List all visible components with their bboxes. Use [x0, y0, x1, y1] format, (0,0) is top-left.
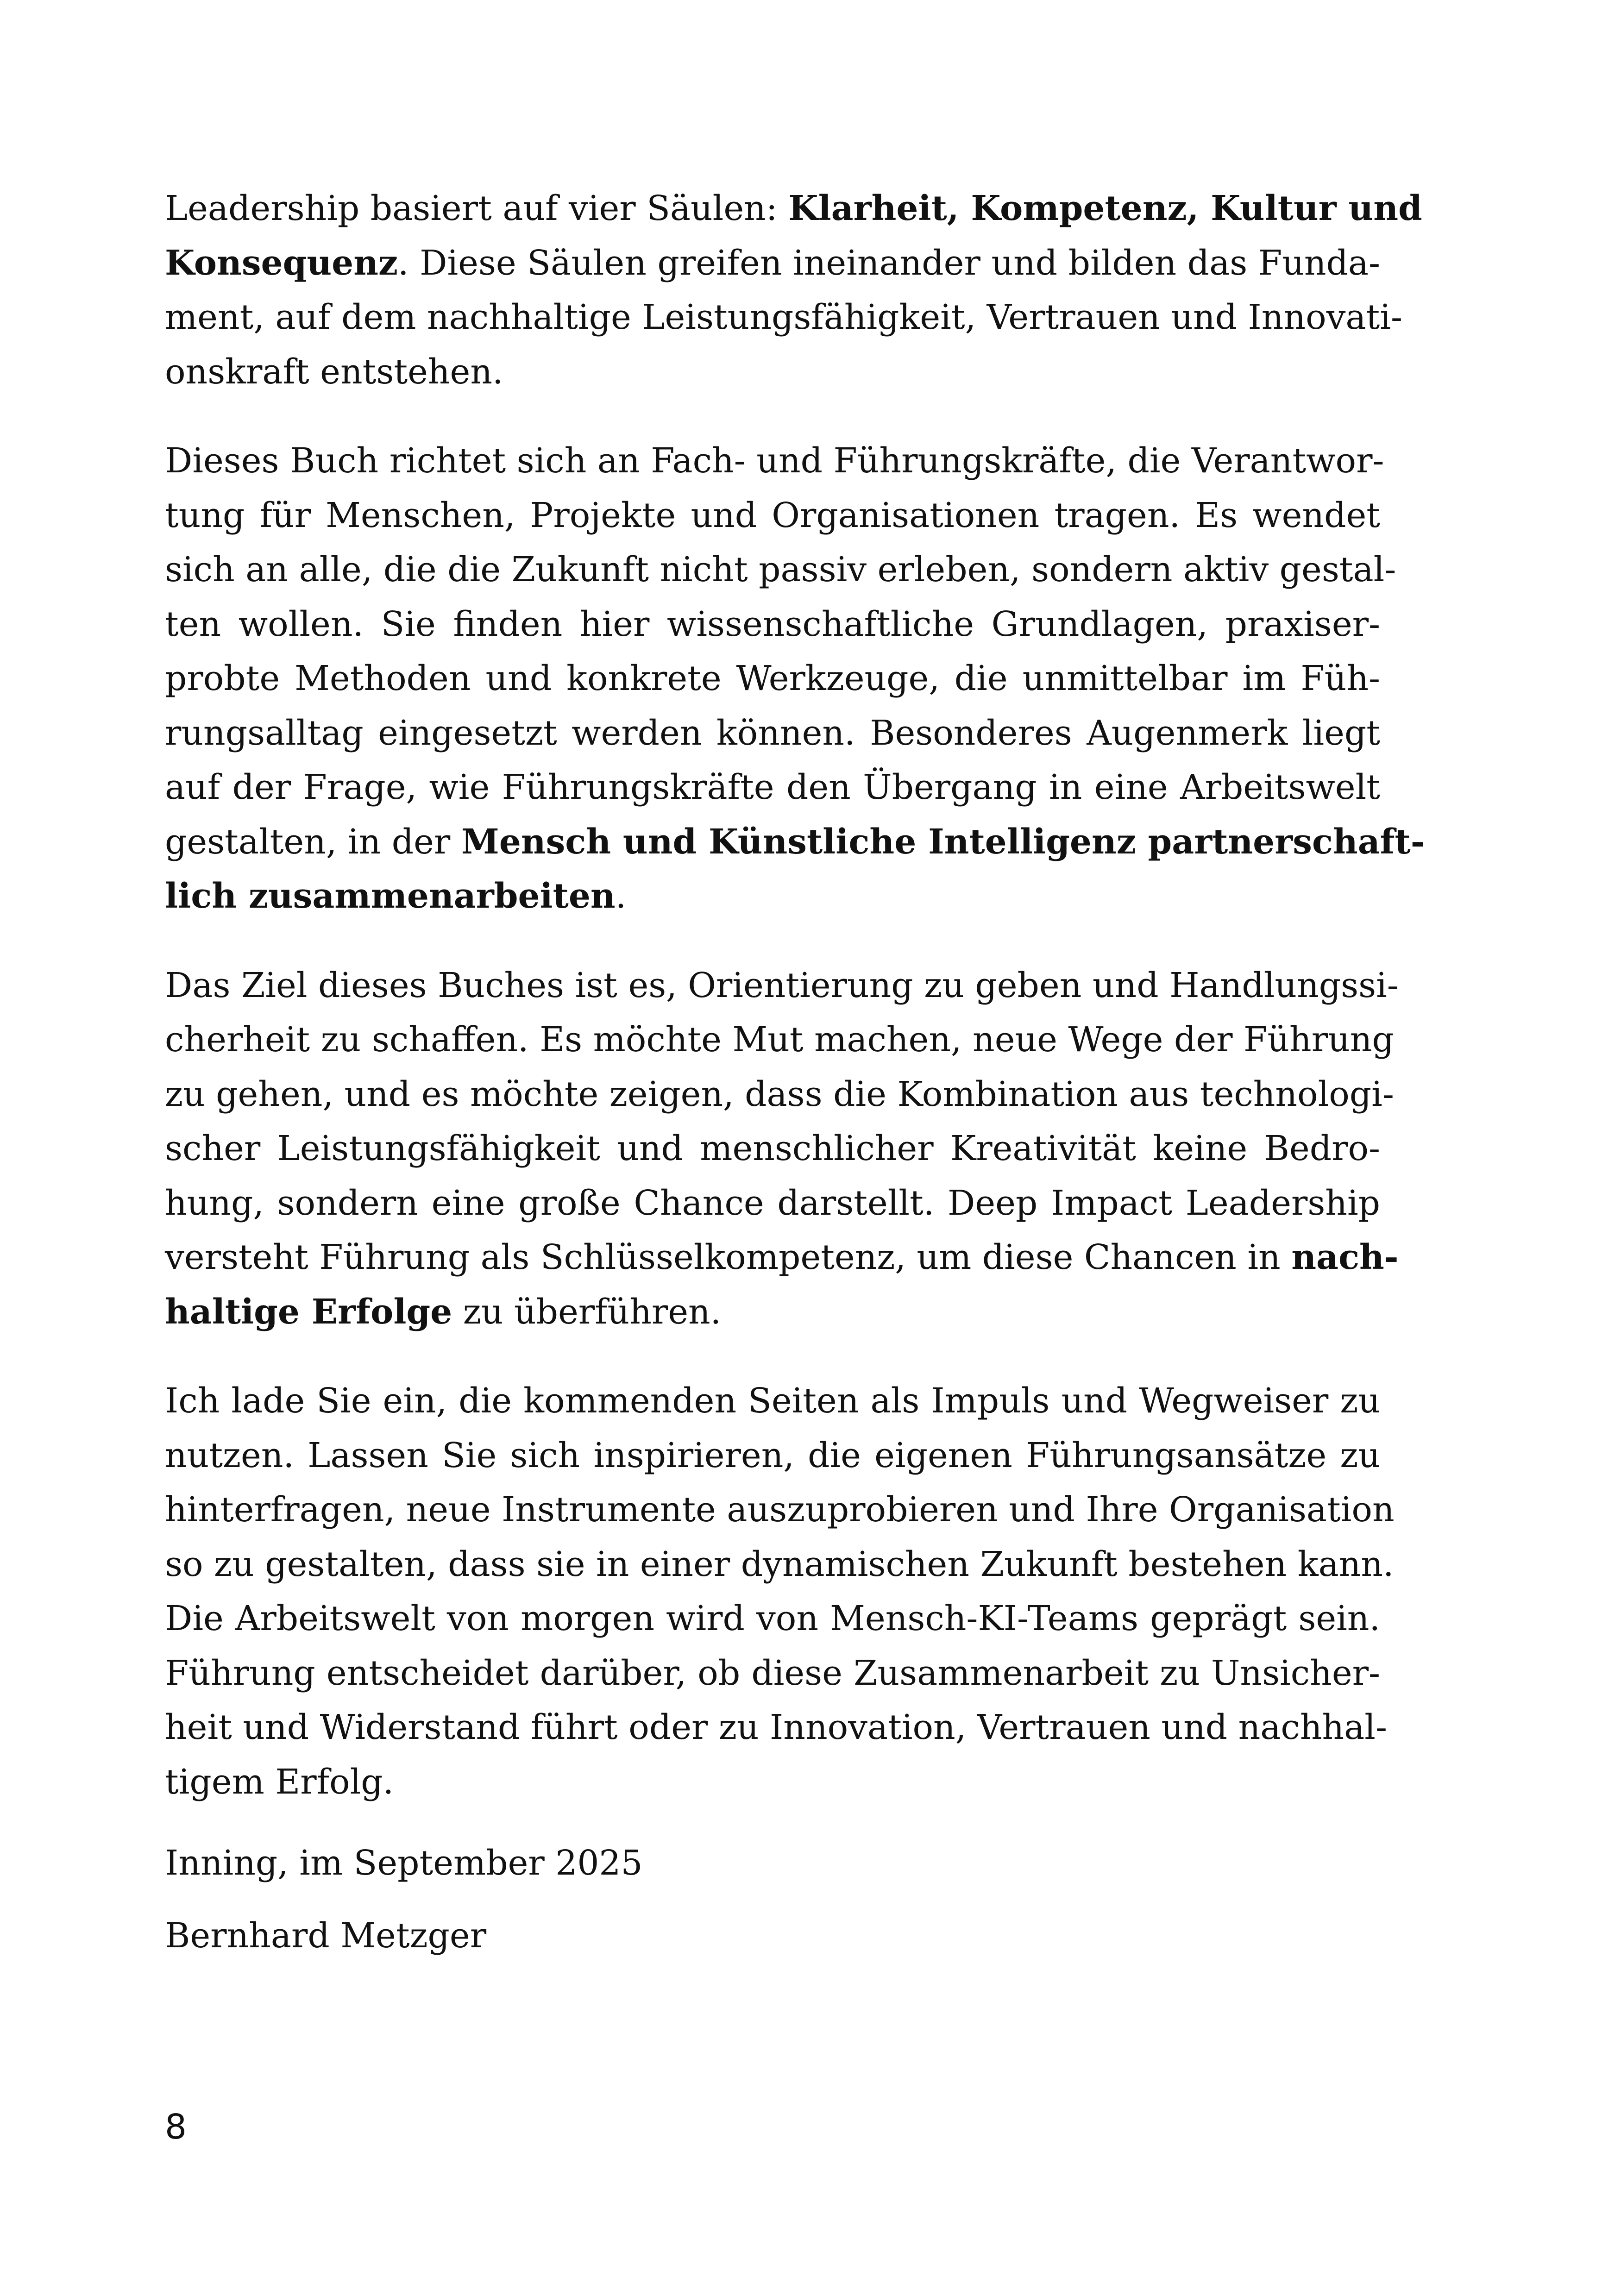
text-line: Dieses Buch richtet sich an Fach- und Führungskräfte, die Verantwor-	[165, 441, 1384, 481]
text-line: Ich lade Sie ein, die kommenden Seiten als Impuls und Wegweiser zu	[165, 1381, 1380, 1421]
paragraph-2	[165, 434, 1425, 924]
text-run: .	[615, 876, 627, 916]
text-run: zu überführen.	[452, 1292, 722, 1332]
text-line	[165, 869, 1380, 924]
text-line: ment, auf dem nachhaltige Leistungsfähigkeit, Vertrauen und Innovati-	[165, 297, 1402, 337]
text-line	[165, 182, 1422, 236]
text-line	[165, 236, 1380, 291]
text-run-bold: Klarheit, Kompetenz, Kultur und	[788, 188, 1422, 228]
text-line: zu gehen, und es möchte zeigen, dass die Kombination aus technologi-	[165, 1074, 1394, 1114]
text-line: cherheit zu schaffen. Es möchte Mut machen, neue Wege der Führung	[165, 1020, 1394, 1060]
text-line: hung, sondern eine große Chance darstellt. Deep Impact Leadership	[165, 1183, 1380, 1223]
author-name: Bernhard Metzger	[165, 1916, 487, 1956]
place-date: Inning, im September 2025	[165, 1843, 643, 1883]
text-line: nutzen. Lassen Sie sich inspirieren, die eigenen Führungsansätze zu	[165, 1435, 1380, 1475]
text-run: gestalten, in der	[165, 822, 461, 862]
paragraph-1	[165, 182, 1422, 399]
text-line: Das Ziel dieses Buches ist es, Orientierung zu geben und Handlungssi-	[165, 965, 1399, 1005]
text-line: onskraft entstehen.	[165, 351, 503, 392]
text-run-bold: nach-	[1291, 1237, 1399, 1277]
text-run-bold: Mensch und Künstliche Intelligenz partnerschaft-	[461, 822, 1425, 862]
main-text-block	[165, 182, 1425, 1844]
text-run-bold: Konsequenz	[165, 243, 398, 283]
text-run: versteht Führung als Schlüsselkompetenz, um diese Chancen in	[165, 1237, 1292, 1277]
text-line: tung für Menschen, Projekte und Organisationen tragen. Es wendet	[165, 495, 1380, 535]
page-number: 8	[165, 2107, 187, 2147]
text-run: Leadership basiert auf vier Säulen:	[165, 188, 789, 228]
text-line	[165, 815, 1425, 870]
text-run-bold: lich zusammenarbeiten	[165, 876, 616, 916]
text-line: ten wollen. Sie finden hier wissenschaftliche Grundlagen, praxiser-	[165, 604, 1380, 644]
text-line: sich an alle, die die Zukunft nicht passiv erleben, sondern aktiv gestal-	[165, 550, 1396, 590]
text-line: probte Methoden und konkrete Werkzeuge, die unmittelbar im Füh-	[165, 659, 1380, 698]
text-line: tigem Erfolg.	[165, 1762, 394, 1802]
paragraph-3	[165, 959, 1399, 1340]
text-line: Führung entscheidet darüber, ob diese Zusammenarbeit zu Unsicher-	[165, 1653, 1380, 1693]
text-run: . Diese Säulen greifen ineinander und bilden das Funda-	[398, 243, 1380, 283]
paragraph-4	[165, 1374, 1395, 1809]
text-line: heit und Widerstand führt oder zu Innovation, Vertrauen und nachhal-	[165, 1707, 1387, 1747]
text-line: auf der Frage, wie Führungskräfte den Übergang in eine Arbeitswelt	[165, 767, 1380, 807]
text-line: rungsalltag eingesetzt werden können. Besonderes Augenmerk liegt	[165, 713, 1380, 753]
text-line: scher Leistungsfähigkeit und menschlicher Kreativität keine Bedro-	[165, 1129, 1380, 1168]
text-line: so zu gestalten, dass sie in einer dynamischen Zukunft bestehen kann.	[165, 1544, 1394, 1584]
text-line	[165, 1285, 1380, 1340]
text-line: hinterfragen, neue Instrumente auszuprobieren und Ihre Organisation	[165, 1490, 1395, 1530]
text-line	[165, 1230, 1399, 1285]
text-line: Die Arbeitswelt von morgen wird von Mensch-KI-Teams geprägt sein.	[165, 1599, 1380, 1638]
text-run-bold: haltige Erfolge	[165, 1292, 452, 1332]
